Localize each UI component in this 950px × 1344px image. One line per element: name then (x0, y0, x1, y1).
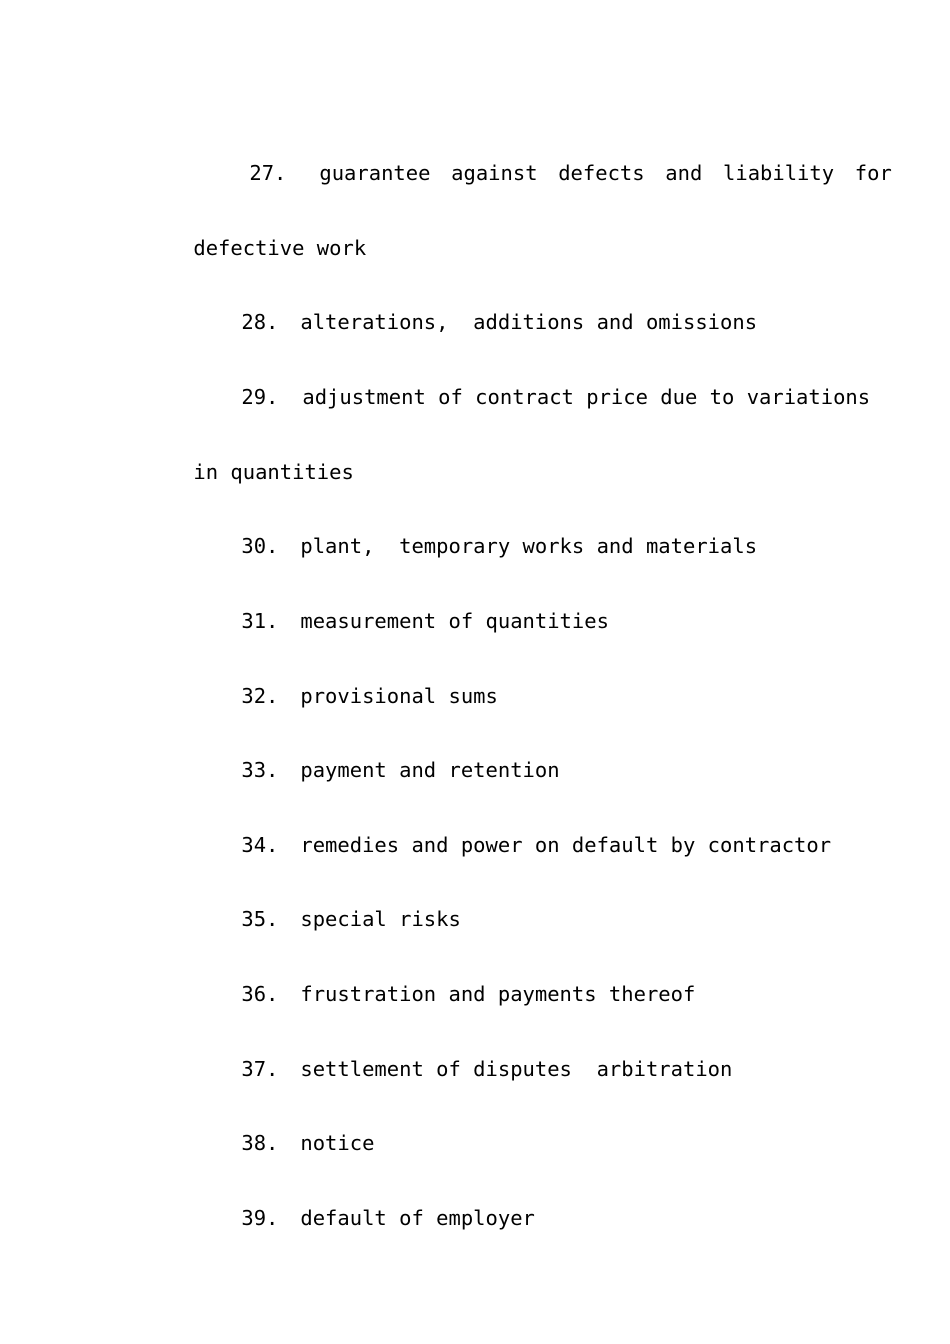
item-text: plant, temporary works and materials (300, 533, 758, 558)
list-item-text (251, 963, 695, 1025)
item-number: 30. (241, 533, 279, 558)
list-item-text (251, 1112, 374, 1174)
item-text: notice (300, 1130, 375, 1155)
list-item-text (251, 888, 461, 950)
list-item-text (251, 515, 757, 577)
list-item-text (251, 814, 831, 876)
item-text: alterations, additions and omissions (300, 309, 758, 334)
list-item-continuation (144, 441, 354, 503)
item-number: 35. (241, 906, 279, 931)
item-text: defective work (193, 235, 367, 260)
item-number: 33. (241, 757, 279, 782)
list-item-continuation (144, 217, 366, 279)
item-text: in quantities (193, 459, 354, 484)
list-item-text (253, 366, 870, 428)
list-item-text (251, 739, 560, 801)
item-number: 31. (241, 608, 279, 633)
item-number: 29. (241, 384, 279, 409)
item-number: 28. (241, 309, 279, 334)
item-number: 27. (249, 160, 287, 185)
item-text: provisional sums (300, 683, 498, 708)
item-text: guarantee against defects and liability for (319, 160, 892, 185)
item-number: 37. (241, 1056, 279, 1081)
item-number: 39. (241, 1205, 279, 1230)
item-number: 34. (241, 832, 279, 857)
list-item-text (251, 291, 757, 353)
list-item-text (251, 665, 498, 727)
item-text: default of employer (300, 1205, 535, 1230)
item-text: settlement of disputes arbitration (300, 1056, 733, 1081)
item-text: remedies and power on default by contractor (300, 832, 832, 857)
list-item-text (251, 590, 609, 652)
item-text: special risks (300, 906, 461, 931)
item-text: measurement of quantities (300, 608, 609, 633)
item-number: 38. (241, 1130, 279, 1155)
item-text: adjustment of contract price due to variations (302, 384, 871, 409)
item-text: frustration and payments thereof (300, 981, 696, 1006)
list-item-text (270, 142, 892, 204)
item-number: 36. (241, 981, 279, 1006)
list-item-text (251, 1187, 535, 1249)
item-number: 32. (241, 683, 279, 708)
item-text: payment and retention (300, 757, 560, 782)
list-item-text (251, 1038, 732, 1100)
